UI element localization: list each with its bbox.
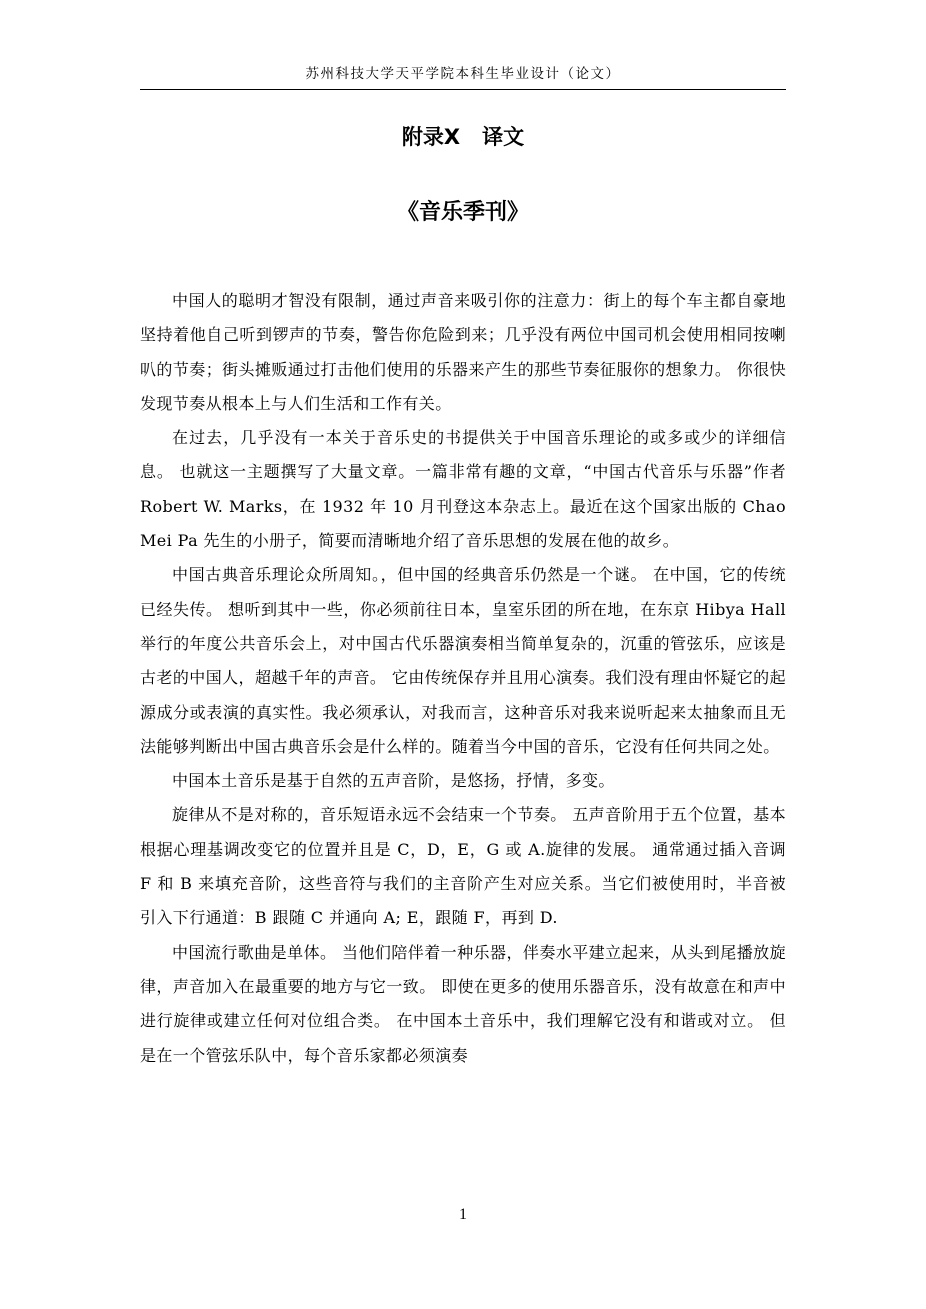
document-title [140, 197, 786, 229]
paragraph: 旋律从不是对称的，音乐短语永远不会结束一个节奏。 五声音阶用于五个位置，基本根据心理基调改变它的位置并且是 C，D，E，G 或 A.旋律的发展。 通常通过插入音调 F 和 B 来填充音阶，这些音符与我们的主音阶产生对应关系。当它们被使用时，半音被引入下行通道：B 跟随 C 并通向 A; E，跟随 F，再到 D. [140, 805, 786, 928]
paragraph: 中国流行歌曲是单体。 当他们陪伴着一种乐器，伴奏水平建立起来，从头到尾播放旋律，声音加入在最重要的地方与它一致。 即使在更多的使用乐器音乐，没有故意在和声中进行旋律或建立任何对位组合类。 在中国本土音乐中，我们理解它没有和谐或对立。 但是在一个管弦乐队中，每个音乐家都必须演奏 [140, 942, 786, 1065]
document-title-text: 《音乐季刊》 [396, 200, 529, 225]
page-header [140, 66, 786, 90]
appendix-heading [140, 122, 786, 152]
body-text [140, 284, 786, 1073]
header-text: 苏州科技大学天平学院本科生毕业设计（论文） [305, 66, 621, 82]
page-number [140, 1204, 786, 1226]
paragraph: 中国古典音乐理论众所周知。，但中国的经典音乐仍然是一个谜。 在中国，它的传统已经失传。 想听到其中一些，你必须前往日本，皇室乐团的所在地，在东京 Hibya Hall 举行的年度公共音乐会上，对中国古代乐器演奏相当简单复杂的，沉重的管弦乐，应该是古老的中国人，超越千年的声音。 它由传统保存并且用心演奏。我们没有理由怀疑它的起源成分或表演的真实性。我必须承认，对我而言，这种音乐对我来说听起来太抽象而且无法能够判断出中国古典音乐会是什么样的。随着当今中国的音乐，它没有任何共同之处。 [140, 565, 786, 756]
appendix-subtitle: 译文 [482, 125, 525, 149]
paragraph: 中国本土音乐是基于自然的五声音阶，是悠扬，抒情，多变。 [172, 771, 615, 791]
paragraph: 在过去，几乎没有一本关于音乐史的书提供关于中国音乐理论的或多或少的详细信息。 也就这一主题撰写了大量文章。一篇非常有趣的文章，“中国古代音乐与乐器”作者 Robert W. Marks，在 1932 年 10 月刊登这本杂志上。最近在这个国家出版的 Chao Mei Pa 先生的小册子，简要而清晰地介绍了音乐思想的发展在他的故乡。 [140, 428, 786, 551]
paragraph: 中国人的聪明才智没有限制，通过声音来吸引你的注意力：街上的每个车主都自豪地坚持着他自己听到锣声的节奏，警告你危险到来；几乎没有两位中国司机会使用相同按喇叭的节奏；街头摊贩通过打击他们使用的乐器来产生的那些节奏征服你的想象力。 你很快发现节奏从根本上与人们生活和工作有关。 [140, 291, 786, 413]
appendix-label: 附录X [401, 125, 461, 149]
page-number-text: 1 [459, 1206, 467, 1223]
